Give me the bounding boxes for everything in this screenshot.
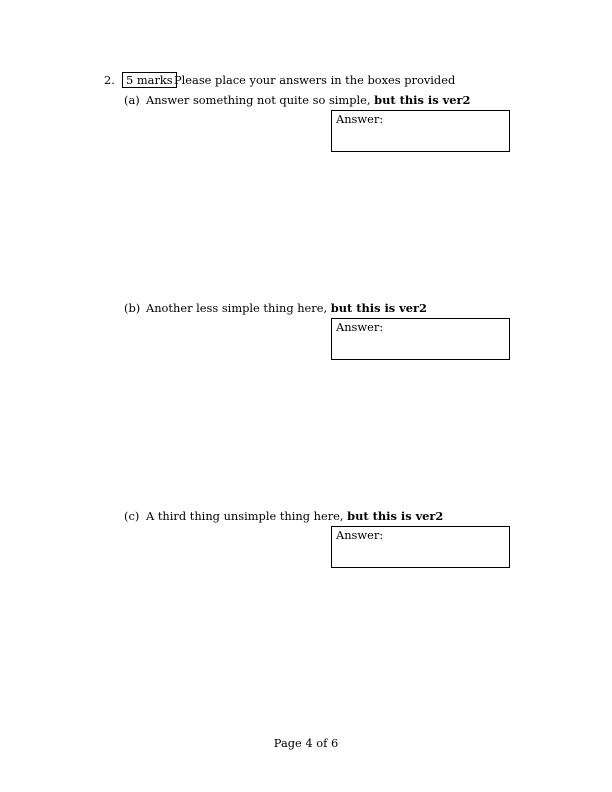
part-a-text <box>146 93 470 107</box>
page-number: Page 4 of 6 <box>273 736 339 750</box>
part-b-question: Another less simple thing here, <box>146 301 328 315</box>
part-b-text <box>146 301 427 315</box>
part-c-label: (c) <box>124 509 140 523</box>
part-a-label: (a) <box>124 93 140 107</box>
question-number: 2. <box>104 73 115 87</box>
part-c-question: A third thing unsimple thing here, <box>146 509 344 523</box>
part-c-answer-box[interactable] <box>331 526 510 568</box>
part-c-answer-label: Answer: <box>336 528 384 542</box>
part-b-answer-box[interactable] <box>331 318 510 360</box>
part-b-answer-label: Answer: <box>336 320 384 334</box>
marks-badge: 5 marks <box>122 72 177 88</box>
part-a-bold: but this is ver2 <box>374 93 471 107</box>
question-instructions: Please place your answers in the boxes provided <box>174 73 456 87</box>
part-a-question: Answer something not quite so simple, <box>146 93 371 107</box>
part-b-label: (b) <box>124 301 141 315</box>
part-c-text <box>146 509 443 523</box>
part-a-answer-label: Answer: <box>336 112 384 126</box>
part-c-bold: but this is ver2 <box>347 509 444 523</box>
part-a-answer-box[interactable] <box>331 110 510 152</box>
part-b-bold: but this is ver2 <box>330 301 427 315</box>
